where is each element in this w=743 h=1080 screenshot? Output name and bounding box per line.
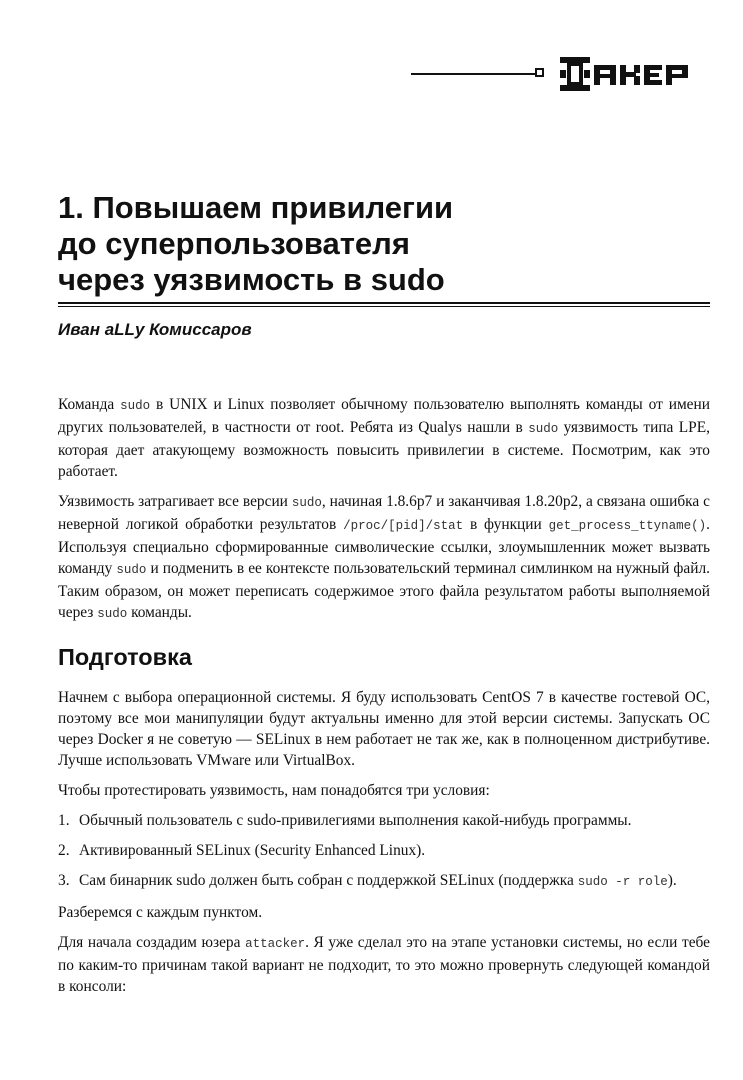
title-line: через уязвимость в sudo xyxy=(58,262,445,297)
text: Команда xyxy=(58,396,121,413)
create-user-paragraph xyxy=(58,932,710,997)
article-author: Иван aLLy Комиссаров xyxy=(58,320,252,339)
text: и подменить в ее контексте пользовательский терминал симлинком на нужный файл. Таким образом, он может переписать содержимое этого файла результатом работы выполняемой через xyxy=(58,560,710,621)
sort-out-paragraph: Разберемся с каждым пунктом. xyxy=(58,904,263,921)
header-square-icon xyxy=(535,68,544,77)
text: , начиная 1.8.6p7 и заканчивая 1.8.20p2, а связана ошибка с неверной логикой обработки результатов xyxy=(58,493,710,533)
title-line: до суперпользователя xyxy=(58,226,410,261)
article-title xyxy=(58,190,698,298)
inline-code: sudo xyxy=(97,607,128,621)
title-line: 1. Повышаем привилегии xyxy=(58,190,454,225)
text: в UNIX и Linux позволяет обычному пользователю выполнять команды от имени других пользователей, в частности от root. Ребята из Qualys нашли в xyxy=(58,396,710,436)
inline-code: get_process_ttyname() xyxy=(548,519,707,533)
inline-code: /proc/[pid]/stat xyxy=(343,519,464,533)
vuln-paragraph xyxy=(58,491,710,625)
section-heading: Подготовка xyxy=(58,644,192,670)
conditions-intro: Чтобы протестировать уязвимость, нам понадобятся три условия: xyxy=(58,782,490,799)
list-number: 3. xyxy=(58,872,70,889)
list-text: Обычный пользователь с sudo-привилегиями выполнения какой-нибудь программы. xyxy=(79,812,632,829)
text: команды. xyxy=(127,604,192,621)
inline-code: sudo xyxy=(116,563,147,577)
list-item xyxy=(58,870,710,893)
list-item xyxy=(58,810,710,831)
prep-paragraph: Начнем с выбора операционной системы. Я буду использовать CentOS 7 в качестве гостевой ОС, поэтому все мои манипуляции будут актуальны именно для этой версии системы. Запускать ОС через Docker я не советую — SELinux в нем работает не так же, как в полноценном дистрибутиве. Лучше использовать VMware или VirtualBox. xyxy=(58,689,710,769)
header-rule xyxy=(411,73,535,75)
list-number: 2. xyxy=(58,842,70,859)
list-text: Активированный SELinux (Security Enhanced Linux). xyxy=(79,842,426,859)
inline-code: attacker xyxy=(245,937,306,951)
text: . Используя специально сформированные символические ссылки, злоумышленник может вызвать команду xyxy=(58,516,710,577)
list-number: 1. xyxy=(58,812,70,829)
list-text: Сам бинарник sudo должен быть собран с поддержкой SELinux (поддержка xyxy=(79,872,578,889)
text: . Я уже сделал это на этапе установки системы, но если тебе по каким-то причинам такой вариант не подходит, то это можно провернуть следующей командой в консоли: xyxy=(58,934,710,995)
article-body xyxy=(58,394,710,1006)
inline-code: sudo xyxy=(120,399,151,413)
text: в функции xyxy=(463,516,549,533)
conditions-list xyxy=(58,810,710,893)
text: Уязвимость затрагивает все версии xyxy=(58,493,292,510)
inline-code: sudo -r role xyxy=(577,875,668,889)
text: Для начала создадим юзера xyxy=(58,934,246,951)
inline-code: sudo xyxy=(291,496,322,510)
intro-paragraph xyxy=(58,394,710,482)
title-divider xyxy=(58,302,710,307)
list-text: ). xyxy=(667,872,677,889)
xakep-logo xyxy=(560,57,690,91)
inline-code: sudo xyxy=(528,422,559,436)
list-item xyxy=(58,840,710,861)
text: уязвимость типа LPE, которая дает атакующему возможность повысить привилегии в системе. Посмотрим, как это работает. xyxy=(58,419,710,480)
